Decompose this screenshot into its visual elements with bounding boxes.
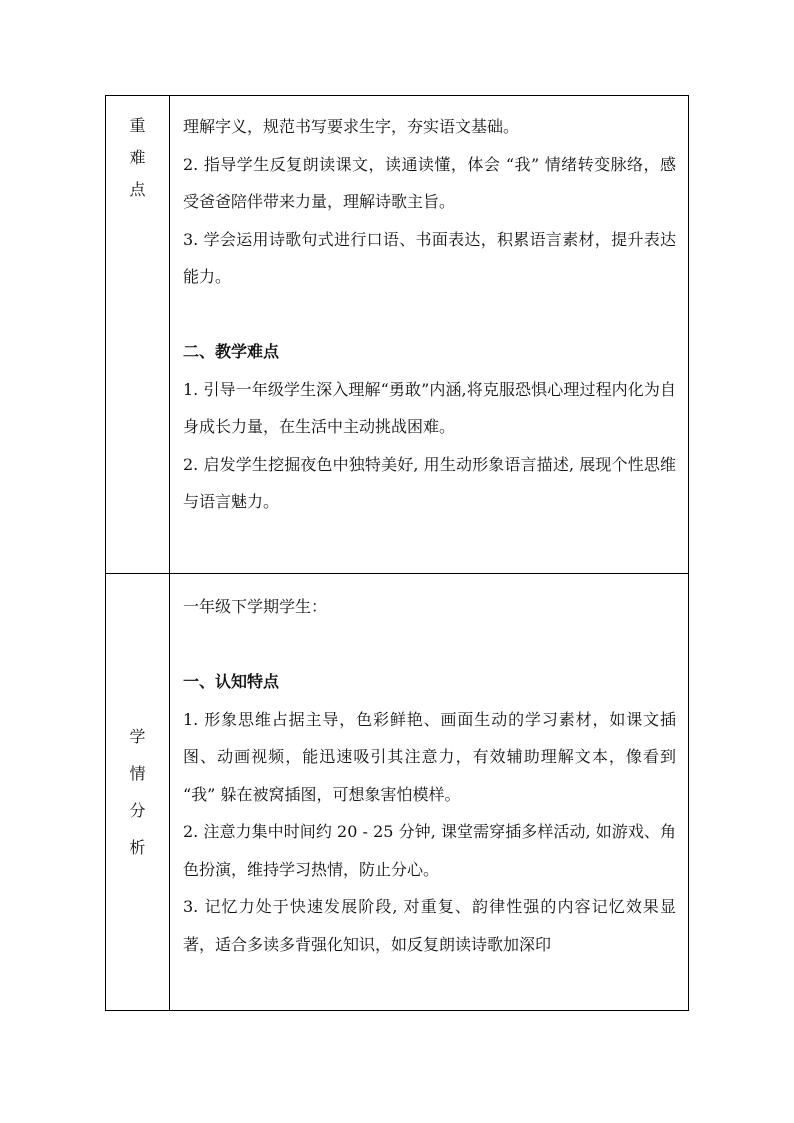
label-char: 分	[129, 801, 146, 820]
label-char: 学	[129, 727, 146, 746]
paragraph: 1. 形象思维占据主导，色彩鲜艳、画面生动的学习素材，如课文插图、动画视频，能迅速吸引其注意力，有效辅助理解文本，像看到 “我” 躲在被窝插图，可想象害怕模样。	[183, 709, 676, 804]
paragraph: 3. 记忆力处于快速发展阶段, 对重复、韵律性强的内容记忆效果显著，适合多读多背强化知识，如反复朗读诗歌加深印	[183, 897, 676, 954]
section-heading: 二、教学难点	[183, 342, 280, 361]
label-char: 重	[129, 116, 146, 135]
key-difficult-points-row	[106, 96, 688, 574]
paragraph: 2. 指导学生反复朗读课文，读通读懂，体会 “我” 情绪转变脉络，感受爸爸陪伴带来力量，理解诗歌主旨。	[183, 154, 676, 211]
lesson-plan-table	[105, 95, 689, 1011]
paragraph: 2. 启发学生挖掘夜色中独特美好, 用生动形象语言描述, 展现个性思维与语言魅力。	[183, 454, 676, 511]
label-char: 析	[129, 838, 146, 857]
blank-line	[183, 296, 676, 334]
label-char: 点	[129, 180, 146, 199]
student-analysis-label	[106, 574, 170, 1010]
student-analysis-content	[170, 574, 688, 1010]
key-difficult-points-content	[170, 96, 688, 573]
paragraph: 2. 注意力集中时间约 20 - 25 分钟, 课堂需穿插多样活动, 如游戏、角色扮演，维持学习热情，防止分心。	[183, 822, 676, 879]
paragraph: 一年级下学期学生：	[183, 597, 328, 616]
paragraph: 1. 引导一年级学生深入理解“勇敢”内涵,将克服恐惧心理过程内化为自身成长力量，在生活中主动挑战困难。	[183, 379, 676, 436]
label-char: 情	[129, 764, 146, 783]
paragraph: 理解字义，规范书写要求生字，夯实语文基础。	[183, 117, 520, 136]
section-heading: 一、认知特点	[183, 672, 280, 691]
paragraph: 3. 学会运用诗歌句式进行口语、书面表达，积累语言素材，提升表达能力。	[183, 229, 676, 286]
student-analysis-row	[106, 574, 688, 1010]
label-char: 难	[129, 148, 146, 167]
blank-line	[183, 626, 676, 664]
key-difficult-points-label	[106, 96, 170, 573]
